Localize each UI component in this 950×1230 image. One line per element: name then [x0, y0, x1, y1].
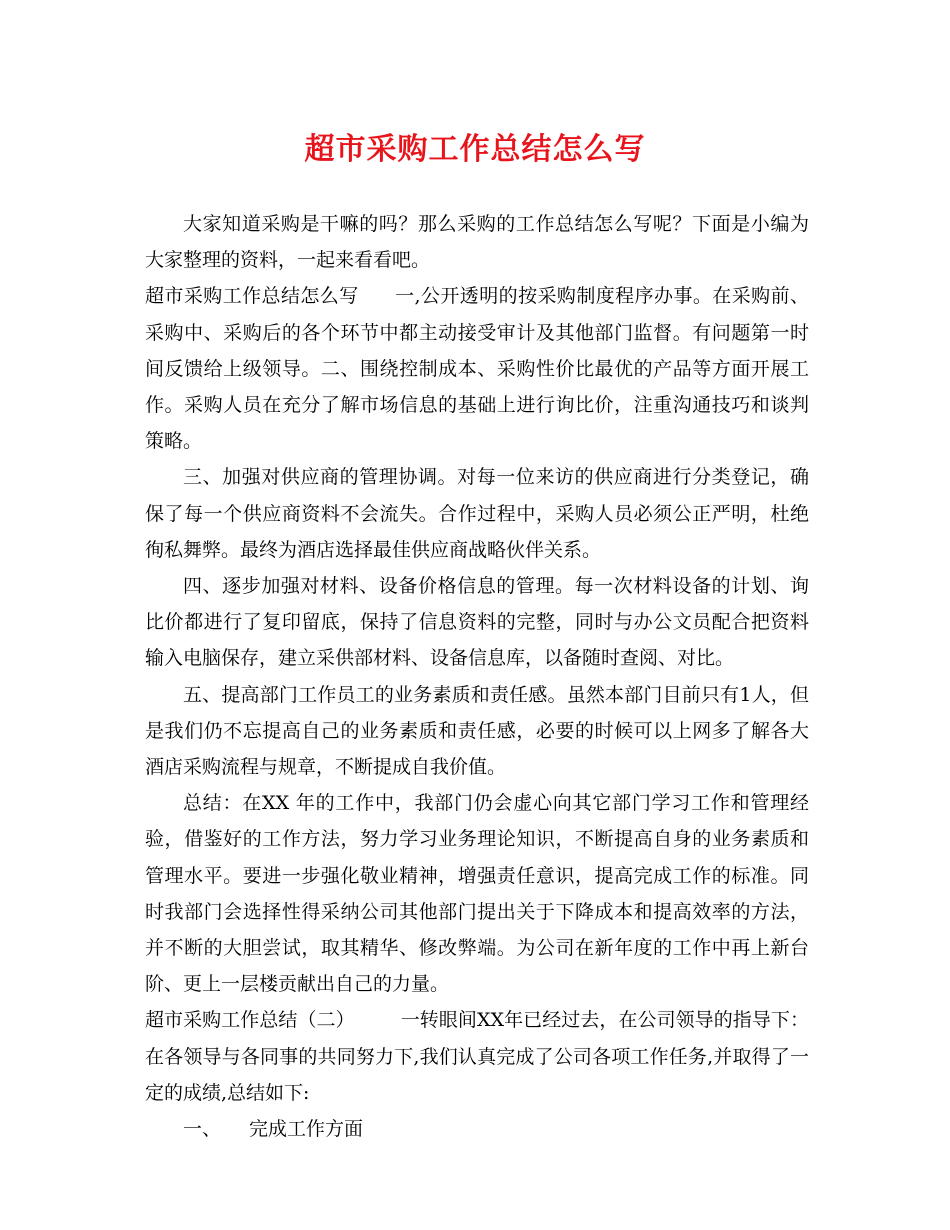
document-title: 超市采购工作总结怎么写: [304, 132, 646, 167]
summary-paragraph: 总结：在XX 年的工作中，我部门仍会虚心向其它部门学习工作和管理经验，借鉴好的工作方法，努力学习业务理论知识，不断提高自身的业务素质和管理水平。要进一步强化敬业精神，增强责任意识，提高完成工作的标准。同时我部门会选择性得采纳公司其他部门提出关于下降成本和提高效率的方法，并不断的大胆尝试，取其精华、修改弊端。为公司在新年度的工作中再上新台阶、更上一层楼贡献出自己的力量。: [145, 792, 809, 996]
section-one-text: 一,公开透明的按采购制度程序办事。在采购前、采购中、采购后的各个环节中都主动接受审计及其他部门监督。有问题第一时间反馈给上级领导。二、围绕控制成本、采购性价比最优的产品等方面开展工作。采购人员在充分了解市场信息的基础上进行询比价，注重沟通技巧和谈判策略。: [145, 285, 809, 453]
section-one-heading: 超市采购工作总结怎么写: [145, 285, 359, 308]
staff-quality-paragraph: 五、提高部门工作员工的业务素质和责任感。虽然本部门目前只有1人，但是我们仍不忘提高自己的业务素质和责任感，必要的时候可以上网多了解各大酒店采购流程与规章，不断提成自我价值。: [145, 683, 809, 779]
supplier-paragraph: 三、加强对供应商的管理协调。对每一位来访的供应商进行分类登记，确保了每一个供应商资料不会流失。合作过程中，采购人员必须公正严明，杜绝徇私舞弊。最终为酒店选择最佳供应商战略伙伴关系。: [145, 466, 809, 561]
section-two-heading: 超市采购工作总结（二）: [145, 1009, 355, 1032]
intro-paragraph: 大家知道采购是干嘛的吗？那么采购的工作总结怎么写呢？下面是小编为大家整理的资料，一起来看看吧。: [145, 213, 809, 272]
document-body: [145, 206, 809, 1147]
section-two-text: 一转眼间XX年已经过去，在公司领导的指导下：在各领导与各同事的共同努力下,我们认真完成了公司各项工作任务,并取得了一定的成绩,总结如下:: [145, 1009, 809, 1104]
list-marker: 一、: [183, 1118, 222, 1141]
materials-paragraph: 四、逐步加强对材料、设备价格信息的管理。每一次材料设备的计划、询比价都进行了复印留底，保持了信息资料的完整，同时与办公文员配合把资料输入电脑保存，建立采供部材料、设备信息库，以备随时查阅、对比。: [145, 575, 809, 670]
list-item-work-completed: [145, 1111, 809, 1147]
section-two-paragraph: [145, 1002, 809, 1111]
section-one-paragraph: [145, 278, 809, 459]
list-item-text: 完成工作方面: [249, 1118, 364, 1141]
